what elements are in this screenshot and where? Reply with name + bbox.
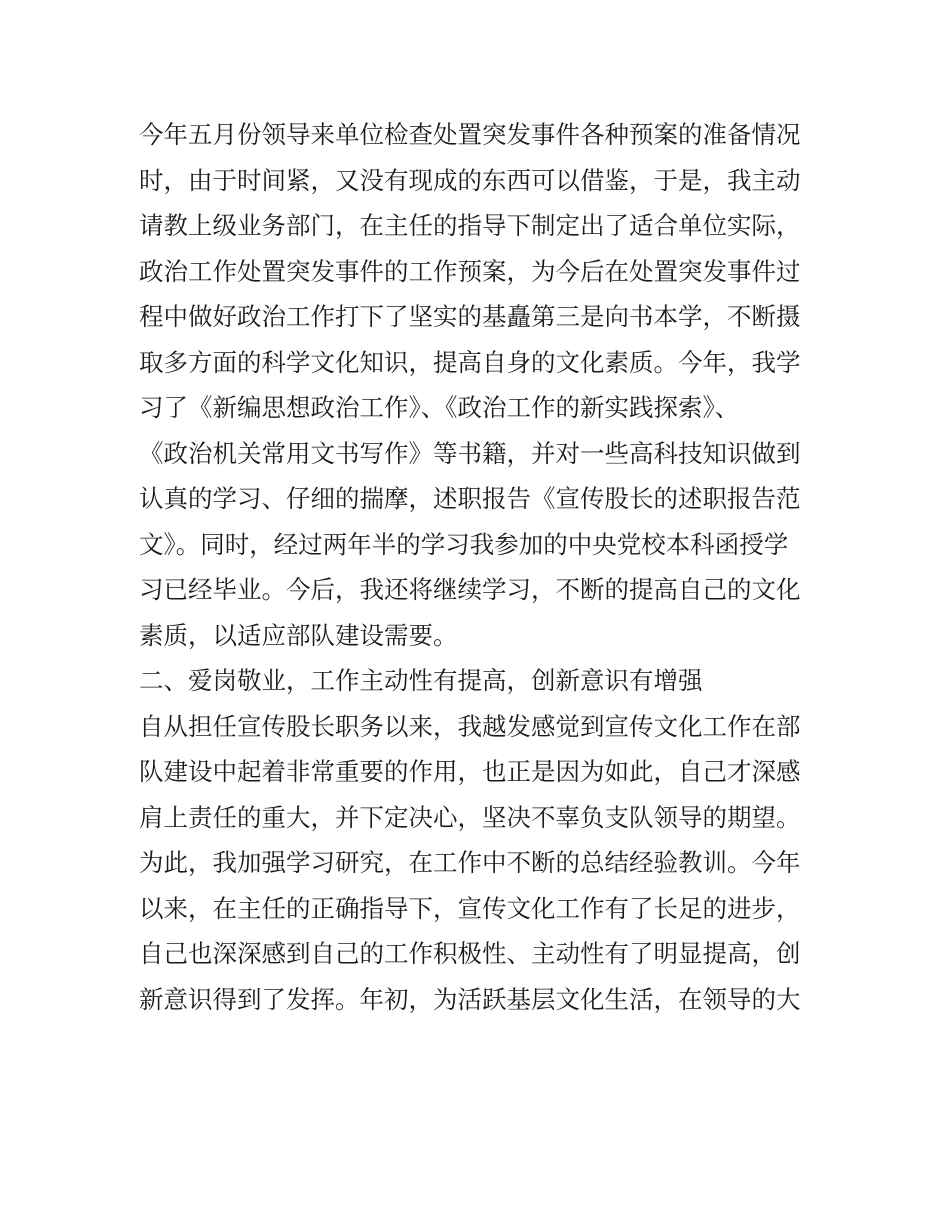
text-line: 习已经毕业。今后，我还将继续学习，不断的提高自己的文化 xyxy=(139,575,801,604)
text-line: 文》。同时，经过两年半的学习我参加的中央党校本科函授学 xyxy=(139,529,789,559)
text-line: 新意识得到了发挥。年初，为活跃基层文化生活，在领导的大 xyxy=(139,984,801,1014)
text-line: 今年五月份领导来单位检查处置突发事件各种预案的准备情况 xyxy=(139,120,801,149)
text-line: 以来，在主任的正确指导下，宣传文化工作有了长足的进步， xyxy=(139,893,801,923)
text-line: 素质，以适应部队建设需要。 xyxy=(139,620,458,650)
text-line: 政治工作处置突发事件的工作预案，为今后在处置突发事件过 xyxy=(139,256,801,286)
text-line: 自己也深深感到自己的工作积极性、主动性有了明显提高，创 xyxy=(139,939,801,968)
text-line: 认真的学习、仔细的揣摩，述职报告《宣传股长的述职报告范 xyxy=(139,484,801,513)
document-body xyxy=(139,112,819,1022)
section-heading: 二、爱岗敬业，工作主动性有提高，创新意识有增强 xyxy=(139,666,703,695)
text-line: 习了《新编思想政治工作》、《政治工作的新实践探索》、 xyxy=(139,393,740,422)
text-line: 队建设中起着非常重要的作用，也正是因为如此，自己才深感 xyxy=(139,757,801,786)
text-line: 取多方面的科学文化知识，提高自身的文化素质。今年，我学 xyxy=(139,347,801,377)
text-line: 肩上责任的重大，并下定决心，坚决不辜负支队领导的期望。 xyxy=(139,802,801,832)
text-line: 自从担任宣传股长职务以来，我越发感觉到宣传文化工作在部 xyxy=(139,711,801,741)
text-line: 请教上级业务部门，在主任的指导下制定出了适合单位实际， xyxy=(139,211,801,240)
text-line: 程中做好政治工作打下了坚实的基矗第三是向书本学，不断摄 xyxy=(139,302,801,331)
text-line: 《政治机关常用文书写作》等书籍，并对一些高科技知识做到 xyxy=(139,438,801,468)
text-line: 时，由于时间紧，又没有现成的东西可以借鉴，于是，我主动 xyxy=(139,165,801,195)
text-line: 为此，我加强学习研究，在工作中不断的总结经验教训。今年 xyxy=(139,848,801,877)
